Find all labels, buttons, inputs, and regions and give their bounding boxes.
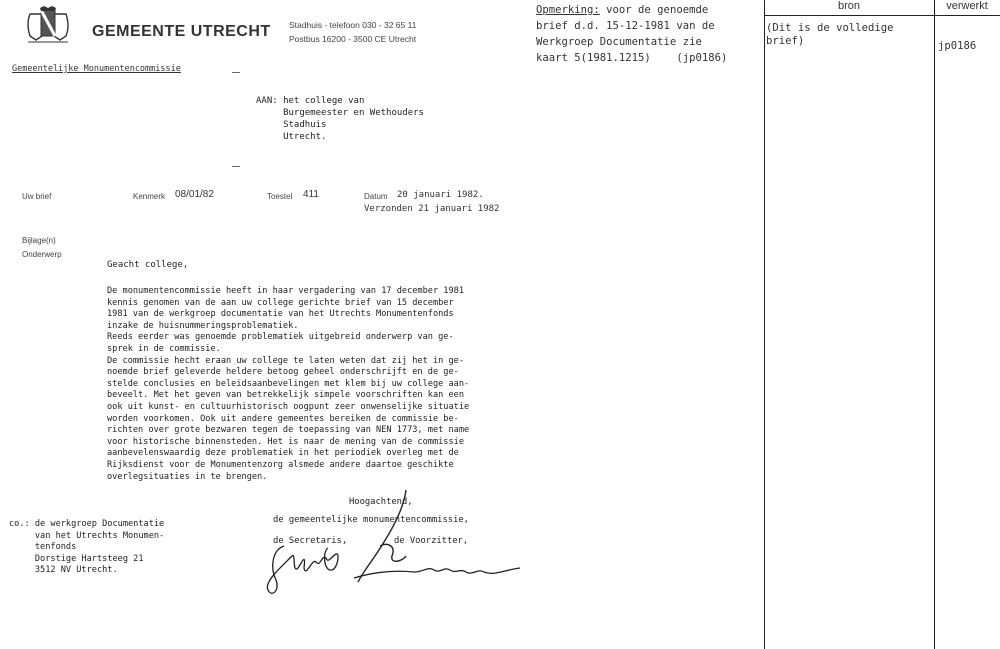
body-line: kennis genomen van de aan uw college gerichte brief van 15 december [107, 297, 454, 308]
chairman-signature [344, 486, 530, 588]
body-line: inzake de huisnummeringsproblematiek. [107, 320, 299, 331]
column-divider [764, 0, 765, 649]
contact-line-phone: Stadhuis - telefoon 030 - 32 65 11 [289, 20, 417, 30]
kenmerk-label: Kenmerk [133, 192, 166, 201]
address-line: Utrecht. [256, 132, 327, 142]
recipient-address [256, 95, 424, 143]
closing-committee: de gemeentelijke monumentencommissie, [273, 515, 469, 525]
cc-line: Dorstige Hartsteeg 21 [9, 553, 144, 564]
address-line: Stadhuis [256, 120, 327, 130]
department-name: Gemeentelijke Monumentencommissie [12, 64, 181, 74]
bron-cell [766, 22, 894, 48]
remark-line: brief d.d. 15-12-1981 van de [536, 20, 715, 32]
onderwerp-label: Onderwerp [22, 250, 62, 259]
chairman-title: de Voorzitter, [394, 536, 469, 546]
remark-line: kaart 5(1981.1215) (jp0186) [536, 52, 728, 64]
letter-body [107, 286, 469, 483]
datum-label: Datum [364, 192, 388, 201]
bron-line: (Dit is de volledige [766, 22, 894, 34]
body-line: voor historische binnensteden. Het is naar de mening van de commissie [107, 436, 464, 447]
column-divider [934, 0, 935, 649]
kenmerk-value: 08/01/82 [175, 189, 214, 200]
body-line: stelde conclusies en beleidsaanbevelingen met klem bij uw college aan- [107, 378, 470, 389]
verzonden-value: Verzonden 21 januari 1982 [364, 204, 500, 214]
fold-mark [232, 166, 240, 167]
body-line: beveelt. Met het geven van betrekkelijk simpele voorschriften kan een [107, 390, 464, 401]
remark-label: Opmerking: [536, 4, 600, 16]
remark-line: voor de genoemde [599, 4, 709, 16]
secretary-title: de Secretaris, [273, 536, 348, 546]
cc-line: tenfonds [9, 542, 77, 553]
bron-line: brief) [766, 35, 805, 47]
body-line: sprek in de commissie. [107, 343, 221, 354]
body-line: overlegsituaties in te brengen. [107, 471, 268, 482]
body-line: worden voorkomen. Ook uit andere gemeentes bereiken de commissie be- [107, 413, 459, 424]
toestel-label: Toestel [267, 192, 293, 201]
body-line: 1981 van de werkgroep documentatie van het Utrechts Monumentenfonds [107, 309, 454, 320]
copy-recipient [9, 519, 164, 577]
verwerkt-cell: jp0186 [938, 40, 977, 52]
contact-info [289, 18, 416, 46]
uw-brief-label: Uw brief [22, 192, 52, 201]
body-line: De monumentencommissie heeft in haar vergadering van 17 december 1981 [107, 286, 464, 296]
verwerkt-header: verwerkt [946, 0, 988, 12]
cc-line: van het Utrechts Monumen- [9, 530, 165, 541]
body-line: richten over grote bezwaren tegen de toepassing van NEN 1773, met name [107, 425, 470, 436]
remark-note [536, 2, 727, 66]
cc-line: co.: de werkgroep Documentatie [9, 519, 165, 529]
address-line: AAN: het college van [256, 96, 365, 106]
contact-line-postbox: Postbus 16200 - 3500 CE Utrecht [289, 34, 417, 44]
organization-name: GEMEENTE UTRECHT [92, 23, 271, 40]
remark-line: Werkgroep Documentatie zie [536, 36, 702, 48]
bijlagen-label: Bijlage(n) [22, 236, 56, 245]
body-line: ook uit kunst- en cultuurhistorisch oogpunt zeer onwenselijke situatie [107, 401, 470, 412]
body-line: noemde brief geleverde heldere betoog geheel onderschrijft en de ge- [107, 367, 459, 378]
closing-greeting: Hoogachtend, [349, 497, 413, 507]
body-line: aanbevelenswaardig deze problematiek in het periodiek overleg met de [107, 448, 459, 459]
bron-header: bron [837, 0, 861, 12]
body-line: Rijksdienst voor de Monumentenzorg alsmede andere daartoe geschikte [107, 459, 454, 470]
salutation: Geacht college, [107, 260, 189, 270]
fold-mark [232, 72, 240, 73]
cc-line: 3512 NV Utrecht. [9, 565, 118, 576]
coat-of-arms-icon [22, 6, 74, 44]
datum-value: 20 januari 1982. [397, 190, 484, 200]
header-divider [764, 15, 1000, 16]
toestel-value: 411 [303, 189, 319, 200]
body-line: Reeds eerder was genoemde problematiek uitgebreid onderwerp van ge- [107, 332, 454, 343]
body-line: De commissie hecht eraan uw college te laten weten dat zij het in ge- [107, 355, 464, 366]
address-line: Burgemeester en Wethouders [256, 108, 424, 118]
